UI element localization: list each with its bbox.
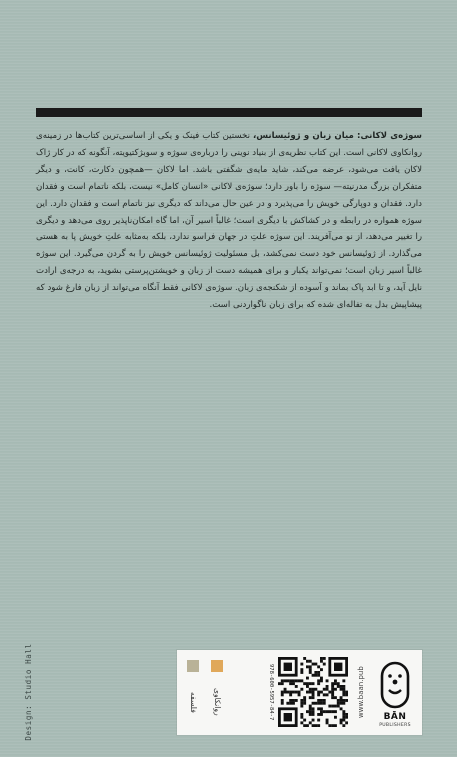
publisher-url: www.baan.pub: [357, 666, 365, 718]
design-credit: Design: Studio Hall: [24, 643, 33, 741]
category-swatch-philosophy: [187, 660, 199, 672]
category-label-philosophy: فلسفه: [189, 691, 198, 713]
back-cover-blurb: [36, 128, 422, 314]
publisher-name: BĀN: [383, 712, 407, 722]
blurb-body-text: نخستین کتاب فینک و یکی از اساسی‌ترین کتاب‌ها در زمینه‌ی روانکاوی لاکانی است. این کتاب نظریه‌ی از بنیاد نوینی را درباره‌ی سوژه و سوبژکتیویته، آنگونه که در کار ژاک لاکان یافت می‌شود، عرضه می‌کند، شاید مایه‌ی شگفتی باشد. اما لاکان —همچون دکارت، کانت، و دیگر متفکران بزرگ مدرنیته— سوژه را باور دارد؛ سوژه‌ی لاکانی «انسان کامل» نیست، بلکه ناتمام است و فقدان دارد. فقدان و دوپارگی خویش را می‌پذیرد و در عین حال می‌داند که دیگری نیز ناتمام است و فقدان دارد. این سوژه همواره در رابطه و در کشاکش با دیگری است؛ غالباً اسیر آن، اما گاه امکان‌ناپذیر روی می‌دهد و دیگری را تغییر می‌دهد، از نو می‌آفریند. این سوژه علتِ در جهان فرا‌سو ندارد، بلکه به‌مثابه علتِ خویش پا به هستی می‌گذارد. از ژوئیسانس خود دست نمی‌کشد، بل مسئولیت ژوئیسانس خویش را به گردن می‌گیرد. این سوژه غالباً اسیر زبان است؛ نمی‌تواند یکبار و برای همیشه دست از زبان و خویشتن‌پرستی بشوید، به درجه‌ی ارادت نایل آید، و تا ابد پاک بماند و آسوده از شکنجه‌ی زبان. سوژه‌ی لاکانی فقط آنگاه می‌تواند از زبان فارغ شود که پیشاپیش بدل به تفاله‌ای شده که برای زبان ناگواردنی است.: [36, 131, 422, 311]
blurb-lead-title: سوژه‌ی لاکانی: میان زبان و ژوئیسانس،: [252, 131, 423, 141]
category-philosophy: [186, 657, 200, 729]
isbn-barcode-number: 978-600-5957-84-7: [268, 663, 274, 721]
category-psychoanalysis: [210, 657, 224, 729]
category-swatch-psychoanalysis: [211, 660, 223, 672]
blurb-paragraph: [36, 128, 422, 314]
publisher-panel: [177, 650, 422, 735]
header-rule: [36, 108, 422, 117]
publisher-logo-mark-icon: [379, 660, 411, 710]
publisher-logo: [373, 656, 417, 730]
qr-code-graphic: [278, 657, 348, 727]
qr-code-icon: [278, 657, 348, 727]
category-label-psychoanalysis: روانکاوی: [213, 688, 222, 716]
publisher-subtitle: PUBLISHERS: [379, 723, 411, 728]
